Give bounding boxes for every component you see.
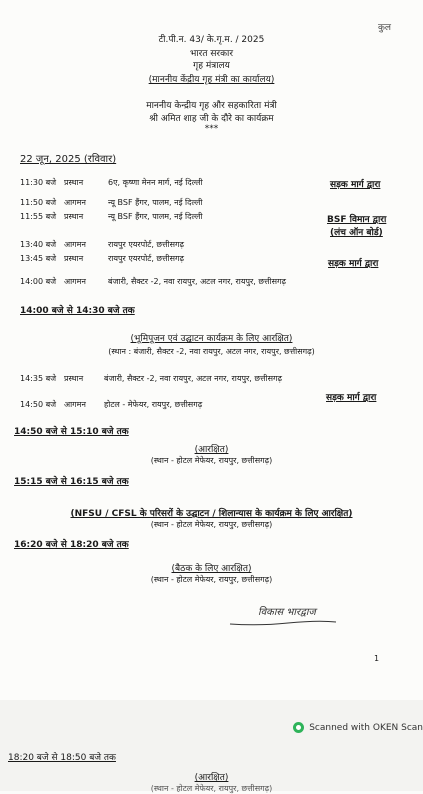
schedule-action: प्रस्थान: [64, 374, 84, 383]
event-title: (आरक्षित): [194, 445, 229, 455]
time-slot: 14:00 बजे से 14:30 बजे तक: [20, 306, 135, 316]
schedule-place: बंजारी, सैक्टर -2, नवा रायपुर, अटल नगर, रायपुर, छत्तीसगढ़: [104, 374, 282, 383]
schedule-date: 22 जून, 2025 (रविवार): [20, 154, 117, 165]
schedule-action: प्रस्थान: [64, 212, 84, 221]
event-place: (स्थान : बंजारी, सैक्टर -2, नवा रायपुर, अटल नगर, रायपुर, छत्तीसगढ़): [108, 347, 315, 356]
schedule-time: 13:40 बजे: [20, 240, 57, 249]
time-slot: 14:50 बजे से 15:10 बजे तक: [14, 427, 129, 437]
schedule-place: न्यू BSF हैंगर, पालम, नई दिल्ली: [108, 212, 203, 221]
signature: विकास भारद्वाज: [258, 607, 316, 618]
page-number: 1: [374, 654, 380, 663]
schedule-place: होटल - मेफेयर, रायपुर, छत्तीसगढ़: [104, 400, 203, 409]
oken-logo-icon: [293, 722, 304, 733]
schedule-time: 14:50 बजे: [20, 400, 57, 409]
schedule-mode: सड़क मार्ग द्वारा: [328, 259, 379, 269]
event-place: (स्थान - होटल मेफेयर, रायपुर, छत्तीसगढ़): [150, 575, 273, 584]
event-place: (स्थान - होटल मेफेयर, रायपुर, छत्तीसगढ़): [150, 520, 273, 529]
schedule-time: 11:50 बजे: [20, 198, 57, 207]
reference-number: टी.पी.न. 43/ के.गृ.म. / 2025: [158, 35, 265, 45]
scanner-watermark: [293, 722, 423, 733]
schedule-action: प्रस्थान: [64, 254, 84, 263]
schedule-action: आगमन: [64, 400, 86, 409]
event-title: (आरक्षित): [194, 773, 229, 783]
schedule-place: रायपुर एयरपोर्ट, छत्तीसगढ़: [108, 240, 185, 249]
schedule-place: बंजारी, सैक्टर -2, नवा रायपुर, अटल नगर, रायपुर, छत्तीसगढ़: [108, 277, 286, 286]
schedule-time: 14:00 बजे: [20, 277, 57, 286]
stars-separator: ***: [204, 124, 219, 134]
schedule-place: न्यू BSF हैंगर, पालम, नई दिल्ली: [108, 198, 203, 207]
schedule-action: आगमन: [64, 240, 86, 249]
tour-title: श्री अमित शाह जी के दौरे का कार्यक्रम: [149, 114, 274, 124]
event-place: (स्थान - होटल मेफेयर, रायपुर, छत्तीसगढ़): [150, 784, 273, 793]
schedule-time: 14:35 बजे: [20, 374, 57, 383]
schedule-action: आगमन: [64, 277, 86, 286]
schedule-mode: सड़क मार्ग द्वारा: [330, 180, 381, 190]
government-name: भारत सरकार: [189, 49, 234, 59]
ministry-name: गृह मंत्रालय: [193, 61, 230, 71]
event-title: (NFSU / CFSL के परिसरों के उद्घाटन / शिलान्यास के कार्यक्रम के लिए आरक्षित): [70, 509, 353, 519]
scanner-label: Scanned with OKEN Scan: [309, 722, 423, 733]
schedule-action: आगमन: [64, 198, 86, 207]
corner-mark: कुल: [378, 23, 392, 33]
office-name: (माननीय केंद्रीय गृह मंत्री का कार्यालय): [148, 75, 275, 85]
schedule-place: 6ए, कृष्णा मेनन मार्ग, नई दिल्ली: [108, 178, 203, 187]
event-title: (भूमिपूजन एवं उद्घाटन कार्यक्रम के लिए आरक्षित): [130, 334, 293, 344]
schedule-action: प्रस्थान: [64, 178, 84, 187]
schedule-time: 11:30 बजे: [20, 178, 57, 187]
schedule-place: रायपुर एयरपोर्ट, छत्तीसगढ़: [108, 254, 185, 263]
time-slot: 16:20 बजे से 18:20 बजे तक: [14, 540, 129, 550]
schedule-mode: BSF विमान द्वारा: [327, 215, 387, 225]
event-title: (बैठक के लिए आरक्षित): [171, 564, 252, 574]
schedule-mode-note: (लंच ऑन बोर्ड): [330, 228, 383, 238]
schedule-time: 11:55 बजे: [20, 212, 57, 221]
minister-title: माननीय केन्द्रीय गृह और सहकारिता मंत्री: [146, 101, 277, 111]
schedule-mode: सड़क मार्ग द्वारा: [326, 393, 377, 403]
time-slot: 18:20 बजे से 18:50 बजे तक: [8, 753, 116, 763]
event-place: (स्थान - होटल मेफेयर, रायपुर, छत्तीसगढ़): [150, 456, 273, 465]
schedule-time: 13:45 बजे: [20, 254, 57, 263]
signature-stroke: [228, 612, 338, 628]
time-slot: 15:15 बजे से 16:15 बजे तक: [14, 477, 129, 487]
